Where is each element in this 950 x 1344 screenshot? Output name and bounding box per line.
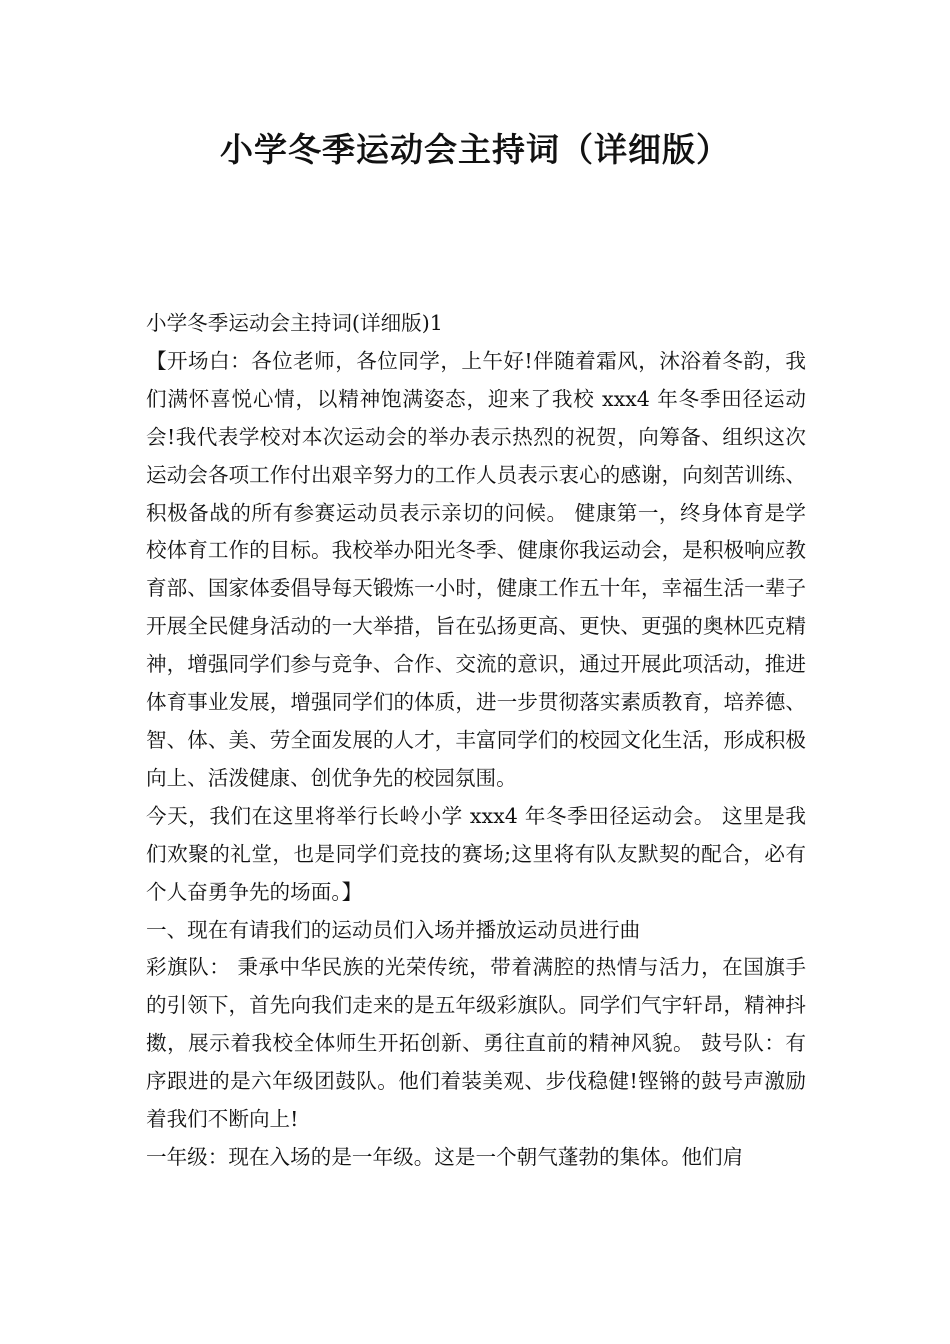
paragraph-opening: 【开场白：各位老师，各位同学，上午好!伴随着霜风，沐浴着冬韵，我们满怀喜悦心情，以精神饱满姿态，迎来了我校 xxx4 年冬季田径运动会!我代表学校对本次运动会的举办表示热烈的祝贺，向筹备、组织这次运动会各项工作付出艰辛努力的工作人员表示衷心的感谢，向刻苦训练、积极备战的所有参赛运动员表示亲切的问候。 健康第一，终身体育是学校体育工作的目标。我校举办阳光冬季、健康你我运动会，是积极响应教育部、国家体委倡导每天锻炼一小时，健康工作五十年，幸福生活一辈子开展全民健身活动的一大举措，旨在弘扬更高、更快、更强的奥林匹克精神，增强同学们参与竞争、合作、交流的意识，通过开展此项活动，推进体育事业发展，增强同学们的体质，进一步贯彻落实素质教育，培养德、智、体、美、劳全面发展的人才，丰富同学们的校园文化生活，形成积极向上、活泼健康、创优争先的校园氛围。	[146, 348, 806, 790]
paragraph-flag-team: 彩旗队： 秉承中华民族的光荣传统，带着满腔的热情与活力，在国旗手的引领下，首先向我们走来的是五年级彩旗队。同学们气宇轩昂，精神抖擞，展示着我校全体师生开拓创新、勇往直前的精神风貌。 鼓号队：有序跟进的是六年级团鼓队。他们着装美观、步伐稳健!铿锵的鼓号声激励着我们不断向上!	[146, 955, 806, 1132]
document-title: 小学冬季运动会主持词（详细版）	[220, 130, 730, 169]
paragraph-grade-one: 一年级：现在入场的是一年级。这是一个朝气蓬勃的集体。他们肩	[146, 1144, 744, 1169]
paragraph-today: 今天，我们在这里将举行长岭小学 xxx4 年冬季田径运动会。 这里是我们欢聚的礼堂，也是同学们竞技的赛场;这里将有队友默契的配合，必有个人奋勇争先的场面。】	[146, 803, 806, 904]
section-heading: 小学冬季运动会主持词(详细版)1	[146, 311, 443, 335]
paragraph-entrance: 一、现在有请我们的运动员们入场并播放运动员进行曲	[146, 917, 641, 942]
document-body	[146, 305, 806, 1177]
